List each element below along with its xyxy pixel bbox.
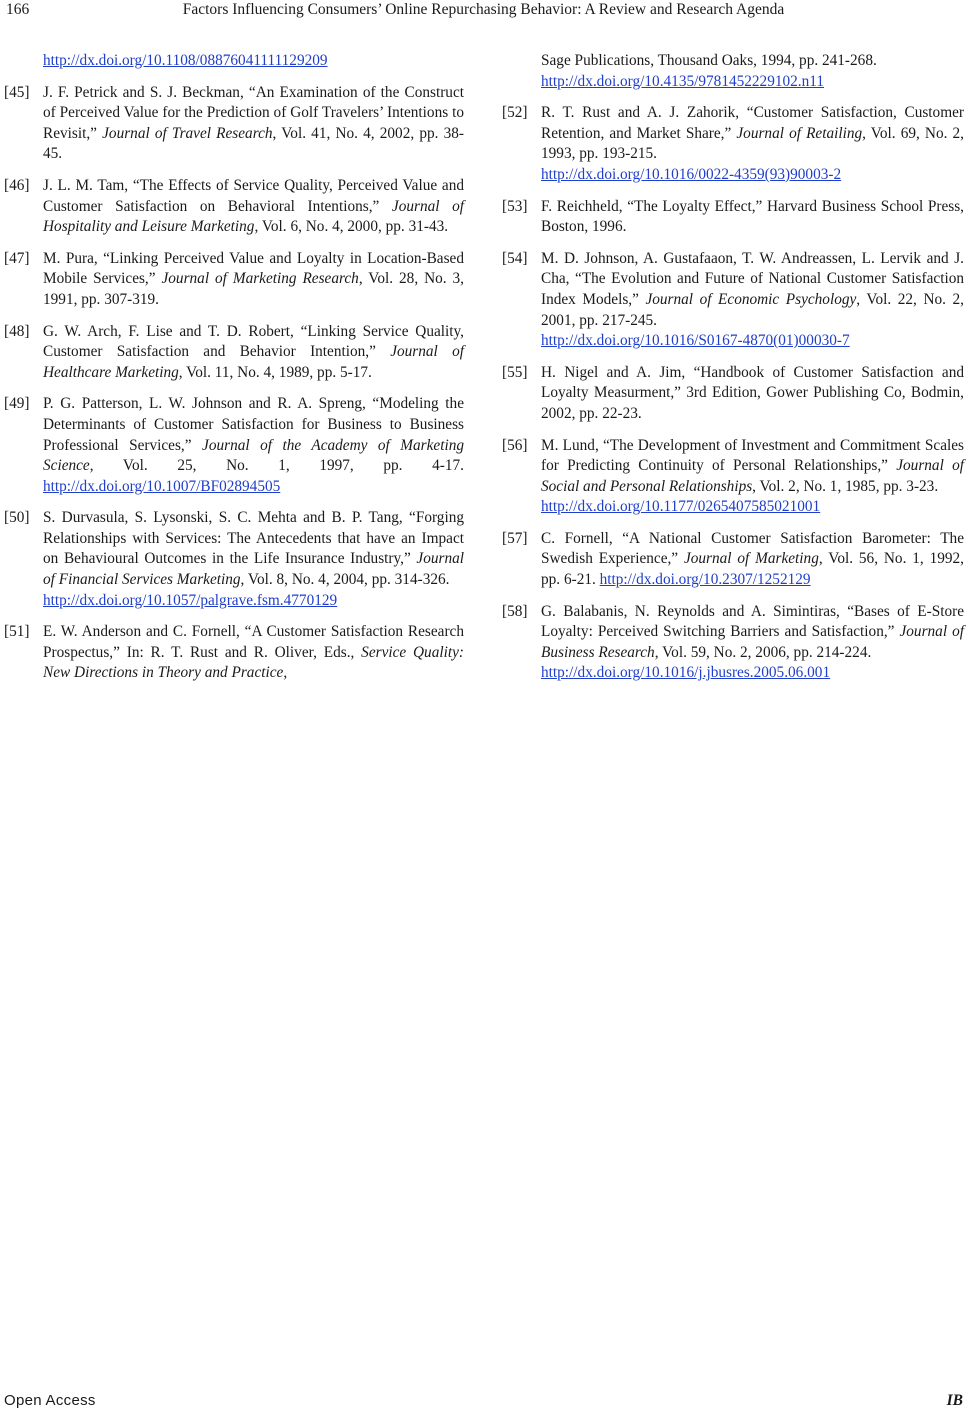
reference-text: H. Nigel and A. Jim, “Handbook of Customer Satisfaction and Loyalty Measurment,” 3rd Edition, Gower Publishing Co, Bodmin, 2002, pp. 22-23.: [541, 363, 964, 422]
doi-link[interactable]: http://dx.doi.org/10.1007/BF02894505: [43, 477, 281, 495]
journal-title: Journal of Social and Personal Relationships: [541, 457, 965, 495]
doi-link[interactable]: http://dx.doi.org/10.4135/9781452229102.n11: [541, 72, 824, 90]
reference-body: [43, 322, 464, 384]
doi-link[interactable]: http://dx.doi.org/10.2307/1252129: [599, 571, 811, 589]
reference-item: [4, 83, 464, 165]
running-title: Factors Influencing Consumers’ Online Repurchasing Behavior: A Review and Research Agenda: [182, 1, 785, 18]
doi-link[interactable]: http://dx.doi.org/10.1016/0022-4359(93)90003-2: [541, 165, 842, 183]
reference-number: [46]: [4, 176, 30, 194]
reference-text: P. G. Patterson, L. W. Johnson and R. A. Spreng, “Modeling the Determinants of Customer Satisfaction for Business to Business Professional Services,”: [43, 395, 464, 454]
reference-text: J. F. Petrick and S. J. Beckman, “An Examination of the Construct of Perceived Value for the Prediction of Golf Travelers’ Intentions to Revisit,”: [43, 83, 464, 142]
reference-body: [43, 176, 464, 238]
continued-reference-left: [4, 51, 464, 72]
reference-text: G. Balabanis, N. Reynolds and A. Simintiras, “Bases of E-Store Loyalty: Perceived Switching Barriers and Satisfaction,”: [541, 602, 964, 641]
open-access-label: Open Access: [4, 1392, 96, 1409]
reference-details: , Vol. 8, No. 4, 2004, pp. 314-326.: [240, 571, 450, 589]
journal-title: Journal of Marketing Research: [161, 270, 359, 288]
reference-details: , Vol. 22, No. 2, 2001, pp. 217-245.: [541, 290, 964, 329]
reference-number: [48]: [4, 322, 30, 340]
doi-link[interactable]: http://dx.doi.org/10.1016/j.jbusres.2005.06.001: [541, 664, 831, 682]
page-footer: [4, 1390, 963, 1412]
reference-number: [50]: [4, 509, 30, 527]
reference-item: [502, 529, 964, 591]
reference-details: , Vol. 25, No. 1, 1997, pp. 4-17.: [89, 457, 464, 475]
reference-number: [52]: [502, 104, 528, 122]
journal-title: Journal of the Academy of Marketing Science: [43, 436, 464, 475]
reference-details: , Vol. 59, No. 2, 2006, pp. 214-224.: [654, 643, 872, 661]
reference-details: , Vol. 6, No. 4, 2000, pp. 31-43.: [254, 218, 449, 236]
reference-number: [57]: [502, 529, 528, 547]
journal-title: Service Quality: New Directions in Theory and Practice: [43, 643, 464, 682]
reference-details: , Vol. 28, No. 3, 1991, pp. 307-319.: [43, 270, 464, 308]
journal-title: Journal of Economic Psychology: [645, 290, 857, 308]
reference-body: [541, 249, 964, 352]
journal-title: Journal of Healthcare Marketing: [43, 343, 465, 381]
reference-text: G. W. Arch, F. Lise and T. D. Robert, “Linking Service Quality, Customer Satisfaction and Behavior Intention,”: [43, 322, 464, 361]
reference-number: [53]: [502, 197, 528, 215]
left-column: [4, 51, 464, 695]
reference-details: , Vol. 2, No. 1, 1985, pp. 3-23.: [752, 477, 939, 495]
continued-reference-right: [502, 51, 964, 92]
reference-item: [4, 322, 464, 384]
journal-title: Journal of Travel Research: [102, 124, 273, 142]
reference-text: M. Pura, “Linking Perceived Value and Loyalty in Location-Based Mobile Services,”: [43, 249, 464, 288]
reference-list-left: [4, 83, 464, 684]
reference-item: [4, 176, 464, 238]
reference-item: [502, 436, 964, 518]
reference-body: [43, 622, 464, 684]
reference-body: [541, 529, 964, 591]
reference-text: M. D. Johnson, A. Gustafaaon, T. W. Andreassen, L. Lervik and J. Cha, “The Evolution and Future of National Customer Satisfaction Index Models,”: [541, 249, 964, 308]
right-column: [502, 51, 964, 695]
journal-title: Journal of Business Research: [541, 623, 964, 661]
reference-number: [56]: [502, 436, 528, 454]
reference-details: , Vol. 56, No. 1, 1992, pp. 6-21.: [541, 550, 964, 589]
reference-number: [49]: [4, 395, 30, 413]
journal-title: Journal of Marketing: [683, 550, 819, 568]
reference-body: [541, 103, 964, 185]
journal-abbreviation: IB: [946, 1392, 963, 1409]
doi-link[interactable]: http://dx.doi.org/10.1057/palgrave.fsm.4770129: [43, 591, 338, 609]
reference-item: [4, 622, 464, 684]
page-header: [6, 0, 961, 20]
doi-link[interactable]: http://dx.doi.org/10.1016/S0167-4870(01)00030-7: [541, 332, 850, 350]
reference-text: M. Lund, “The Development of Investment and Commitment Scales for Predicting Continuity of Personal Relationships,”: [541, 436, 964, 475]
reference-details: , Vol. 41, No. 4, 2002, pp. 38-45.: [43, 124, 464, 163]
journal-title: Journal of Retailing: [736, 124, 863, 142]
reference-number: [47]: [4, 249, 30, 267]
doi-link[interactable]: http://dx.doi.org/10.1108/08876041111129209: [43, 52, 328, 69]
reference-body: [43, 508, 464, 611]
reference-list-right: [502, 103, 964, 684]
reference-text: S. Durvasula, S. Lysonski, S. C. Mehta and B. P. Tang, “Forging Relationships with Services: The Antecedents that have an Impact on Behavioural Outcomes in the Life Insurance Industry,”: [43, 509, 464, 568]
reference-item: [502, 103, 964, 185]
reference-number: [51]: [4, 623, 30, 641]
reference-item: [502, 363, 964, 425]
continued-reference-text: Sage Publications, Thousand Oaks, 1994, pp. 241-268.: [541, 52, 877, 69]
reference-body: [43, 83, 464, 165]
reference-number: [55]: [502, 363, 528, 381]
reference-item: [4, 508, 464, 611]
doi-link[interactable]: http://dx.doi.org/10.1177/0265407585021001: [541, 498, 821, 516]
reference-text: F. Reichheld, “The Loyalty Effect,” Harvard Business School Press, Boston, 1996.: [541, 197, 964, 236]
reference-text: C. Fornell, “A National Customer Satisfaction Barometer: The Swedish Experience,”: [541, 529, 964, 568]
reference-item: [502, 249, 964, 352]
reference-details: ,: [283, 664, 288, 682]
reference-body: [541, 602, 964, 684]
reference-item: [502, 602, 964, 684]
reference-body: [541, 363, 964, 425]
page-number: 166: [6, 1, 30, 18]
journal-title: Journal of Hospitality and Leisure Marketing: [43, 197, 465, 236]
reference-number: [54]: [502, 249, 528, 267]
reference-text: R. T. Rust and A. J. Zahorik, “Customer Satisfaction, Customer Retention, and Market Share,”: [541, 104, 964, 142]
journal-title: Journal of Financial Services Marketing: [43, 550, 464, 589]
reference-body: [541, 436, 964, 518]
reference-item: [502, 197, 964, 238]
reference-text: J. L. M. Tam, “The Effects of Service Quality, Perceived Value and Customer Satisfaction on Behavioral Intentions,”: [43, 176, 464, 215]
reference-text: E. W. Anderson and C. Fornell, “A Customer Satisfaction Research Prospectus,” In: R. T. Rust and R. Oliver, Eds.,: [43, 623, 464, 661]
reference-details: , Vol. 69, No. 2, 1993, pp. 193-215.: [541, 124, 964, 163]
reference-body: [43, 249, 464, 311]
reference-item: [4, 249, 464, 311]
reference-details: , Vol. 11, No. 4, 1989, pp. 5-17.: [178, 363, 372, 381]
reference-number: [58]: [502, 602, 528, 620]
reference-body: [541, 197, 964, 238]
reference-body: [43, 394, 464, 497]
reference-number: [45]: [4, 83, 30, 101]
reference-item: [4, 394, 464, 497]
